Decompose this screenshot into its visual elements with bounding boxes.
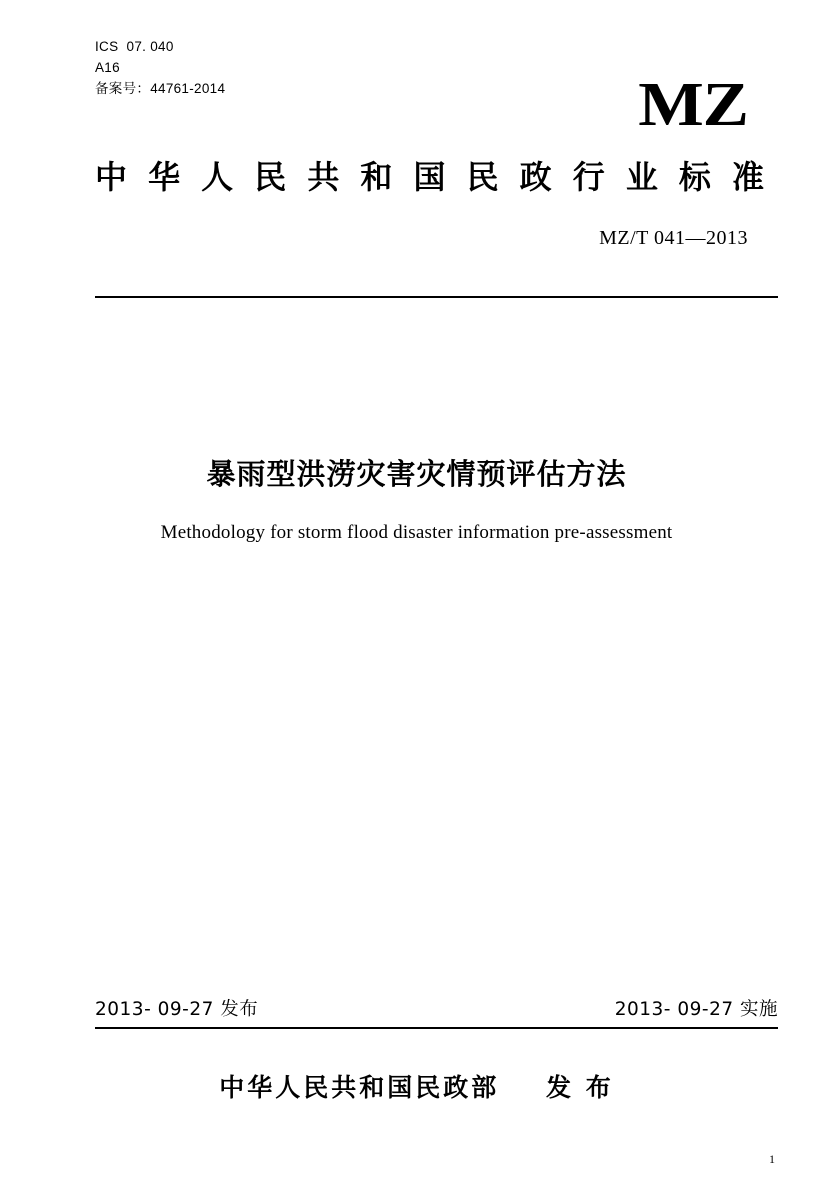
divider-top — [95, 296, 778, 298]
page-number: 1 — [769, 1152, 775, 1166]
publisher-line: 中华人民共和国民政部 发 布 — [219, 1073, 614, 1102]
standard-number: MZ/T 041—2013 — [599, 227, 748, 249]
category-code: A16 — [95, 60, 120, 75]
date-row — [95, 995, 778, 1021]
issue-date: 2013- 09-27 发布 — [95, 999, 259, 1020]
ics-code: ICS 07. 040 — [95, 39, 174, 54]
implementation-date: 2013- 09-27 实施 — [614, 999, 778, 1020]
mz-logo: MZ — [638, 71, 748, 139]
page-title: 中华人民共和国民政行业标准 — [95, 158, 778, 196]
record-number: 备案号：44761-2014 — [95, 81, 226, 96]
document-title-chinese: 暴雨型洪涝灾害灾情预评估方法 — [206, 457, 627, 491]
divider-bottom — [95, 1027, 778, 1029]
document-title-english: Methodology for storm flood disaster information pre-assessment — [160, 522, 673, 543]
header-meta-block — [95, 36, 225, 99]
